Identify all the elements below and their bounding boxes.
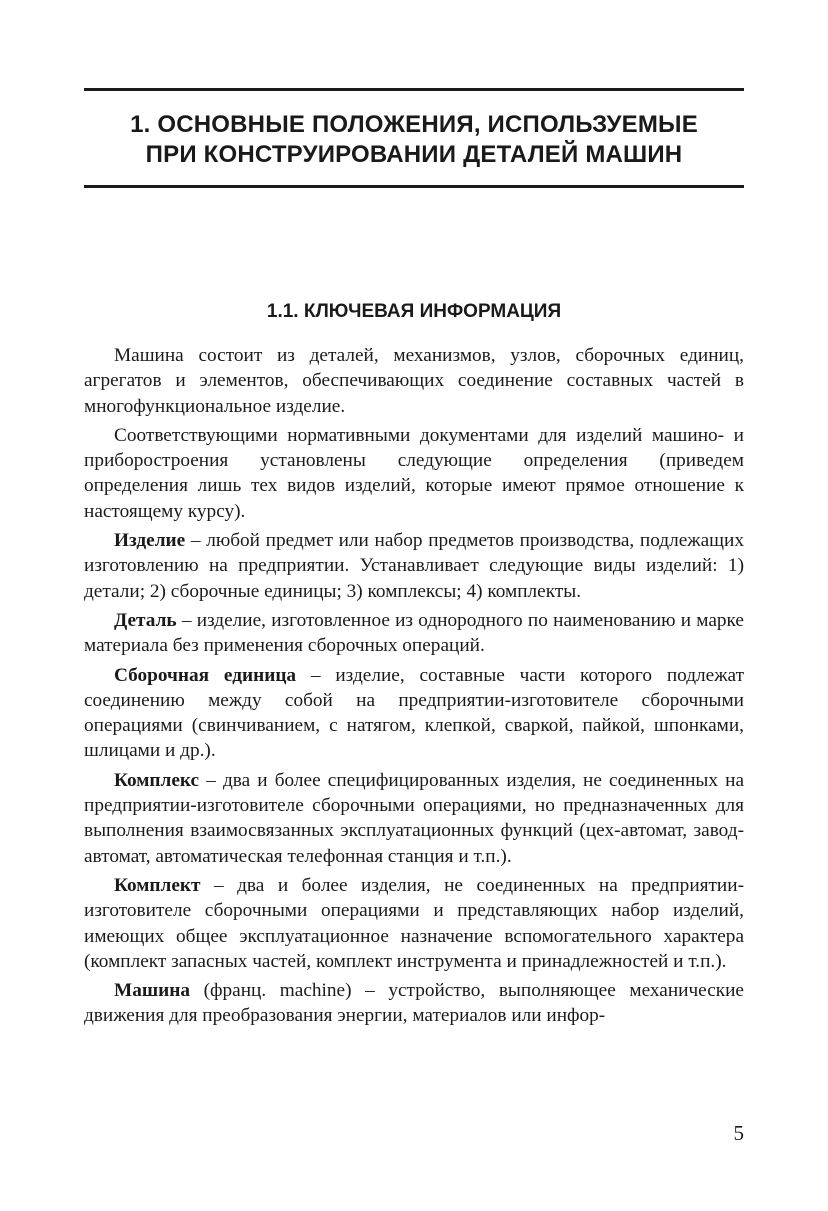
definition-text: – изделие, составные части которого подлежат соединению между собой на предприятии-изготовителе сборочными операциями (свинчиванием, с натягом, клепкой, сваркой, пайкой, шпонками, шлицами и др.). [84, 664, 745, 762]
definition-term: Сборочная единица [114, 664, 297, 686]
definition-term: Деталь [114, 609, 177, 631]
definition-complex [84, 768, 744, 869]
definition-assembly-unit [84, 663, 744, 764]
definition-term: Комплекс [114, 769, 200, 791]
chapter-title-line-1: 1. ОСНОВНЫЕ ПОЛОЖЕНИЯ, ИСПОЛЬЗУЕМЫЕ [130, 111, 698, 138]
chapter-title [84, 110, 744, 170]
chapter-top-rule [84, 88, 744, 91]
definition-term: Изделие [114, 530, 186, 552]
definition-term: Машина [114, 980, 190, 1002]
definition-term: Комплект [114, 874, 201, 896]
definition-machine [84, 978, 744, 1029]
paragraph-normative-docs [84, 423, 744, 524]
page-number: 5 [733, 1121, 744, 1145]
paragraph-text: Соответствующими нормативными документами для изделий машино- и приборостроения установлены следующие определения (приведем определения лишь тех видов изделий, которые имеют прямое отношение к настоящему курсу). [84, 424, 744, 522]
definition-text: – изделие, изготовленное из однородного по наименованию и марке материала без применения сборочных операций. [84, 609, 744, 657]
definition-text: – два и более изделия, не соединенных на предприятии-изготовителе сборочными операциями и представляющих набор изделий, имеющих общее эксплуатационное назначение вспомогательного характера (комплект запасных частей, комплект инструмента и принадлежностей и т.п.). [84, 874, 744, 972]
definition-text: (франц. machine) – устройство, выполняющее механические движения для преобразования энергии, материалов или инфор- [84, 980, 744, 1027]
definition-kit [84, 873, 744, 974]
paragraph-text: Машина состоит из деталей, механизмов, узлов, сборочных единиц, агрегатов и элементов, обеспечивающих соединение составных частей в многофункциональное изделие. [84, 345, 744, 417]
body-text [84, 343, 744, 1033]
definition-text: – два и более специфицированных изделия, не соединенных на предприятии-изготовителе сборочными операциями, но предназначенных для выполнения взаимосвязанных эксплуатационных функций (цех-автомат, завод-автомат, автоматическая телефонная станция и т.п.). [84, 769, 744, 867]
definition-part [84, 608, 744, 659]
section-title: 1.1. КЛЮЧЕВАЯ ИНФОРМАЦИЯ [266, 301, 562, 322]
book-page [84, 0, 744, 1211]
definition-text: – любой предмет или набор предметов производства, подлежащих изготовлению на предприятии. Устанавливает следующие виды изделий: 1) детали; 2) сборочные единицы; 3) комплексы; 4) комплекты. [84, 530, 744, 602]
definition-product [84, 528, 744, 604]
chapter-bottom-rule [84, 185, 744, 188]
chapter-title-line-2: ПРИ КОНСТРУИРОВАНИИ ДЕТАЛЕЙ МАШИН [145, 141, 683, 168]
paragraph-machine-composition [84, 343, 744, 419]
